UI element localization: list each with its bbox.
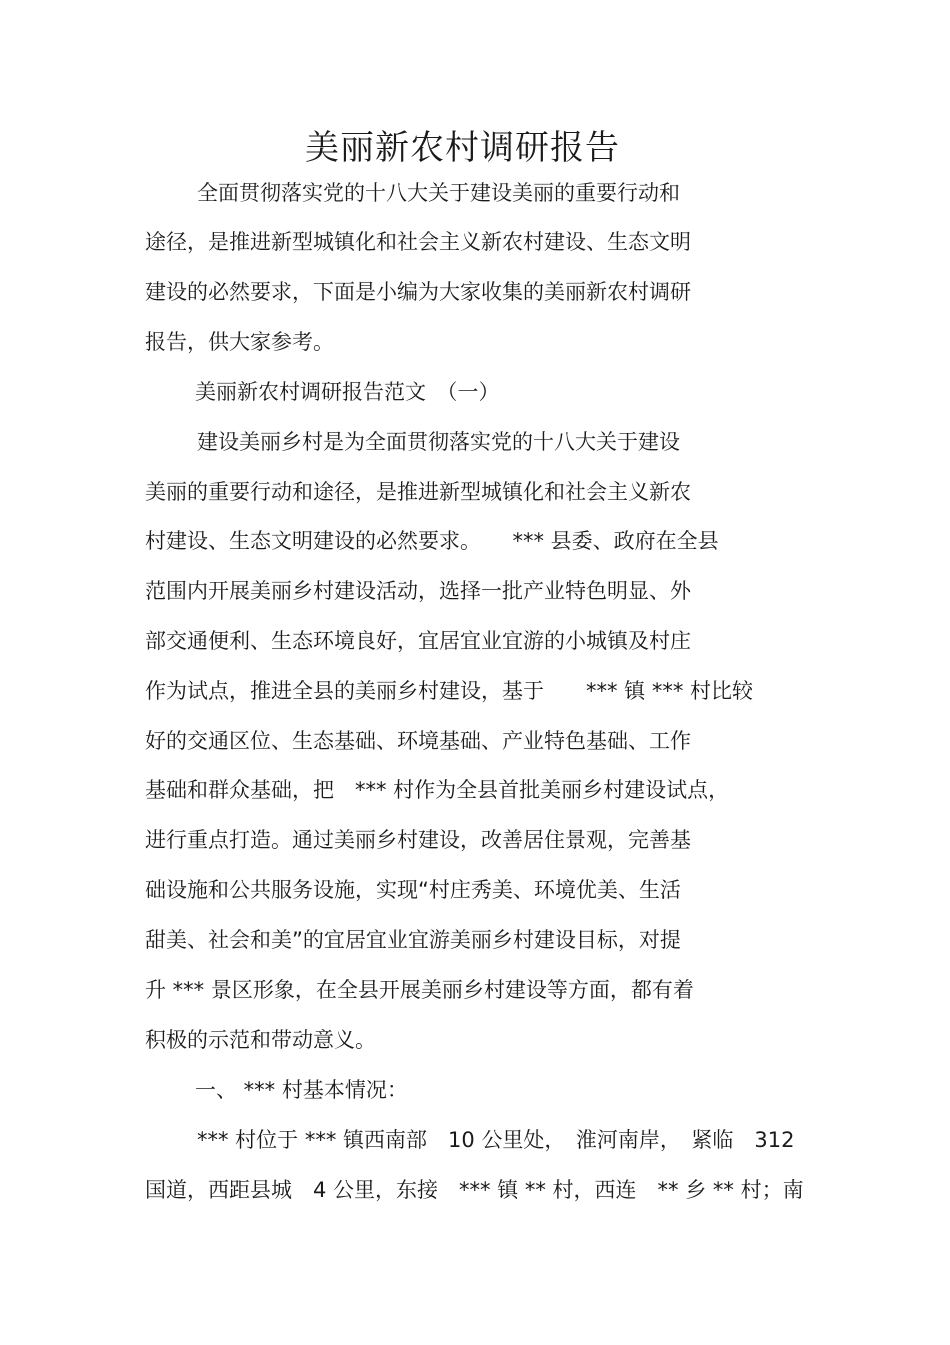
paragraph-line: 建设的必然要求，下面是小编为大家收集的美丽新农村调研	[145, 280, 691, 304]
section-heading: 一、 *** 村基本情况：	[195, 1078, 408, 1102]
paragraph-line: 美丽的重要行动和途径，是推进新型城镇化和社会主义新农	[145, 480, 691, 504]
section-heading: 美丽新农村调研报告范文 （一）	[195, 380, 500, 404]
paragraph-line: *** 村位于 *** 镇西南部 10 公里处， 淮河南岸， 紧临 312	[197, 1128, 795, 1152]
paragraph-line: 基础和群众基础，把 *** 村作为全县首批美丽乡村建设试点，	[145, 778, 730, 802]
paragraph-line: 进行重点打造。通过美丽乡村建设，改善居住景观，完善基	[145, 828, 691, 852]
paragraph-line: 国道，西距县城 4 公里，东接 *** 镇 ** 村，西连 ** 乡 ** 村；南	[145, 1178, 804, 1202]
paragraph-line: 升 *** 景区形象，在全县开展美丽乡村建设等方面，都有着	[145, 978, 694, 1002]
paragraph-line: 甜美、社会和美”的宜居宜业宜游美丽乡村建设目标，对提	[145, 928, 681, 952]
paragraph-line: 础设施和公共服务设施，实现“村庄秀美、环境优美、生活	[145, 878, 681, 902]
paragraph-line: 部交通便利、生态环境良好，宜居宜业宜游的小城镇及村庄	[145, 629, 691, 653]
paragraph-line: 村建设、生态文明建设的必然要求。 *** 县委、政府在全县	[145, 529, 719, 553]
paragraph-line: 范围内开展美丽乡村建设活动，选择一批产业特色明显、外	[145, 579, 691, 603]
paragraph-line: 报告，供大家参考。	[145, 330, 334, 354]
paragraph-line: 好的交通区位、生态基础、环境基础、产业特色基础、工作	[145, 729, 691, 753]
paragraph-line: 途径，是推进新型城镇化和社会主义新农村建设、生态文明	[145, 230, 691, 254]
page-title: 美丽新农村调研报告	[305, 128, 620, 168]
paragraph-line: 作为试点，推进全县的美丽乡村建设，基于 *** 镇 *** 村比较	[145, 679, 754, 703]
paragraph-line: 建设美丽乡村是为全面贯彻落实党的十八大关于建设	[197, 430, 680, 454]
paragraph-line: 全面贯彻落实党的十八大关于建设美丽的重要行动和	[197, 181, 680, 205]
paragraph-line: 积极的示范和带动意义。	[145, 1028, 376, 1052]
